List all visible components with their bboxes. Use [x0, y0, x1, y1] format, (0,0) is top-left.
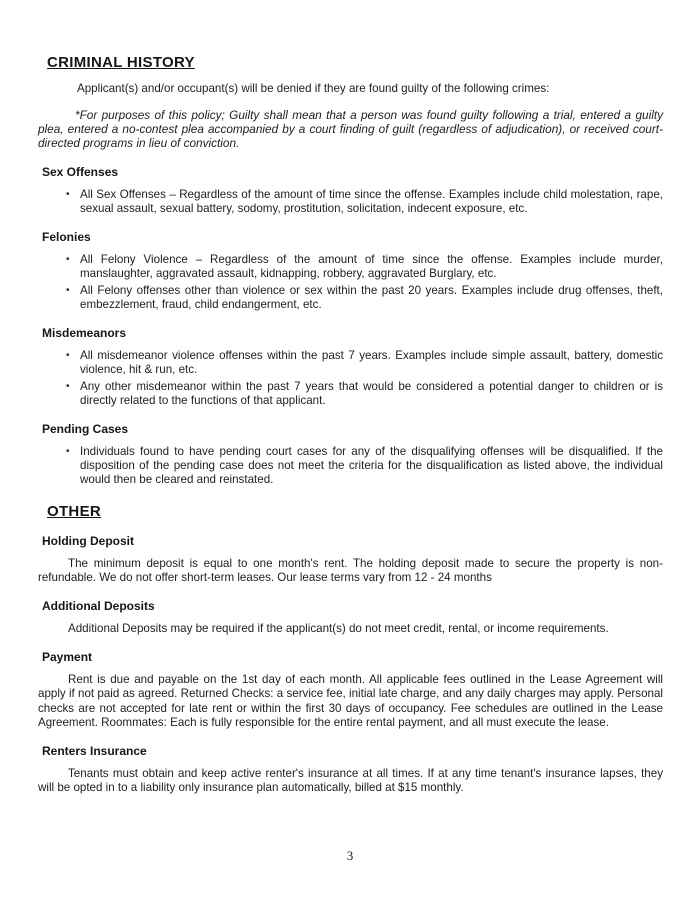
bullet-item: • All Felony offenses other than violence or sex within the past 20 years. Examples include drug offenses, theft, embezzlement, fraud, child endangerment, etc. — [80, 284, 663, 312]
bullet-item: • All Felony Violence – Regardless of the amount of time since the offense. Examples include murder, manslaughter, aggravated assault, kidnapping, robbery, aggravated Burglary, etc. — [80, 253, 663, 281]
pending-cases-list — [38, 445, 663, 487]
bullet-item: • All Sex Offenses – Regardless of the amount of time since the offense. Examples include child molestation, rape, sexual assault, sexual battery, sodomy, prostitution, solicitation, indecent exposure, etc. — [80, 188, 663, 216]
misdemeanors-list — [38, 349, 663, 408]
bullet-item: • Any other misdemeanor within the past 7 years that would be considered a potential danger to children or is directly related to the functions of that applicant. — [80, 380, 663, 408]
section-heading-felonies: Felonies — [42, 229, 91, 244]
additional-deposits-paragraph: Additional Deposits may be required if the applicant(s) do not meet credit, rental, or income requirements. — [68, 622, 609, 636]
felonies-list — [38, 253, 663, 312]
section-heading-sex-offenses: Sex Offenses — [42, 164, 119, 179]
section-heading-misdemeanors: Misdemeanors — [42, 325, 127, 340]
other-heading: OTHER — [47, 502, 101, 520]
page-number: 3 — [346, 848, 354, 863]
section-heading-holding-deposit: Holding Deposit — [42, 533, 134, 548]
criminal-history-heading: CRIMINAL HISTORY — [47, 54, 195, 71]
criminal-history-intro: Applicant(s) and/or occupant(s) will be denied if they are found guilty of the following crimes: — [77, 82, 550, 95]
holding-deposit-paragraph: The minimum deposit is equal to one month's rent. The holding deposit made to secure the property is non- refundable. We do not offer short-term leases. Our lease terms vary from 12 - 24 months — [38, 556, 663, 584]
section-heading-payment: Payment — [42, 650, 93, 665]
renters-insurance-paragraph: Tenants must obtain and keep active renter's insurance at all times. If at any time tenant's insurance lapses, they will be opted in to a liability only insurance plan automatically, billed at $15 monthly. — [38, 767, 663, 795]
payment-paragraph: Rent is due and payable on the 1st day of each month. All applicable fees outlined in the Lease Agreement will apply if not paid as agreed. Returned Checks: a service fee, initial late charge, and any daily charges may apply. Personal checks are not accepted for late rent or within the first 30 days of occupancy. Fee schedules are outlined in the Lease Agreement. Roommates: Each is fully responsible for the entire rental payment, and all must execute the lease. — [38, 673, 663, 729]
section-heading-additional-deposits: Additional Deposits — [42, 599, 155, 614]
section-heading-renters-insurance: Renters Insurance — [42, 744, 147, 759]
sex-offenses-list — [38, 188, 663, 216]
bullet-item: • Individuals found to have pending court cases for any of the disqualifying offenses will be disqualified. If the disposition of the pending case does not meet the criteria for the disqualification as listed above, the individual would then be cleared and reinstated. — [80, 445, 663, 487]
bullet-item: • All misdemeanor violence offenses within the past 7 years. Examples include simple assault, battery, domestic violence, hit & run, etc. — [80, 349, 663, 377]
guilty-policy-note: *For purposes of this policy; Guilty shall mean that a person was found guilty following a trial, entered a guilty plea, entered a no-contest plea accompanied by a court finding of guilt (regardless of adjudication), or received court-directed programs in lieu of conviction. — [38, 108, 663, 151]
section-heading-pending-cases: Pending Cases — [42, 421, 129, 436]
